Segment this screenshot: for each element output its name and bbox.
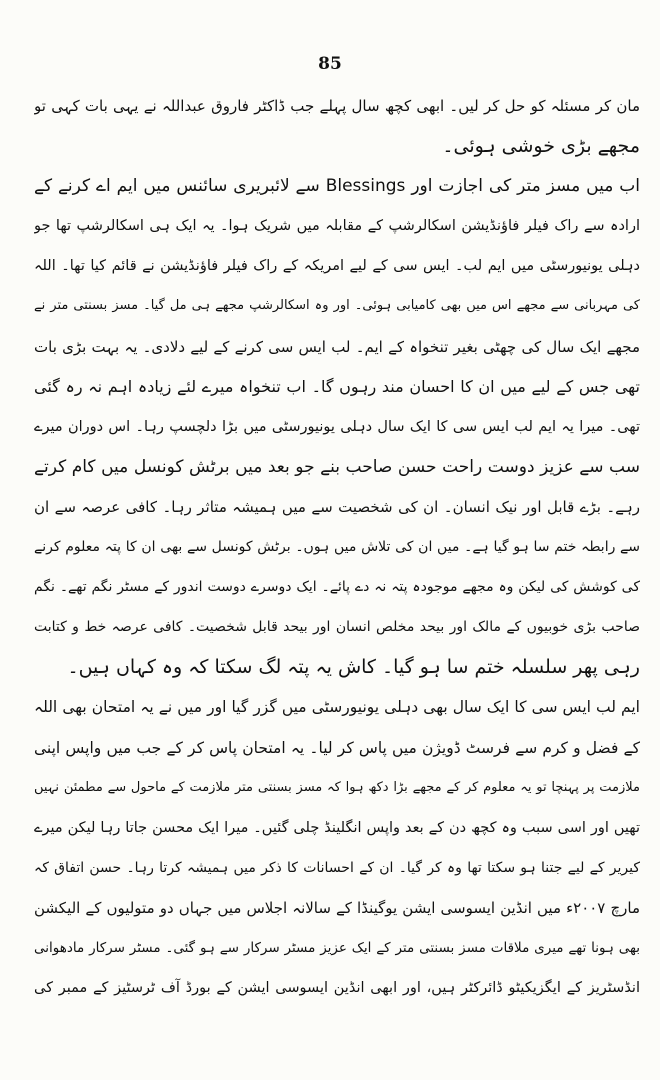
text-line: رہے۔ بڑے قابل اور نیک انسان۔ ان کی شخصیت سے میں ہمیشہ متاثر رہا۔ کافی عرصہ سے ان [34, 497, 640, 516]
text-line: انڈسٹریز کے ایگزیکیٹو ڈائرکٹر ہیں، اور ابھی انڈین ایسوسی ایشن کے بورڈ آف ٹرسٹیز کے ممبر کی [34, 980, 640, 997]
text-line: بھی ہونا تھے میری ملاقات مسز بسنتی متر کے ایک عزیز مسٹر سرکار سے ہو گئی۔ مسٹر سرکار مادھوانی [34, 939, 640, 956]
text-line: کی کوشش کی لیکن وہ مجھے موجودہ پتہ نہ دے پائے۔ ایک دوسرے دوست اندور کے مسٹر نگم تھے۔ نگم [34, 579, 640, 596]
text-line: ملازمت پر پہنچا تو یہ معلوم کر کے مجھے بڑا دکھ ہوا کہ مسز بسنتی متر ملازمت کے ماحول سے مطمئن نہیں [34, 779, 640, 795]
text-line: کی مہربانی سے مجھے اس میں بھی کامیابی ہوئی۔ اور وہ اسکالرشپ مجھے ہی مل گیا۔ مسز بسنتی متر نے [34, 298, 640, 314]
text-line: سے رابطہ ختم سا ہو گیا ہے۔ میں ان کی تلاش میں ہوں۔ برٹش کونسل سے بھی ان کا پتہ معلوم کرنے [34, 539, 640, 556]
text-line: کے فضل و کرم سے فرسٹ ڈویژن میں پاس کر لیا۔ یہ امتحان پاس کر کے جب میں واپس اپنی [34, 738, 640, 757]
text-line: ارادہ سے راک فیلر فاؤنڈیشن اسکالرشپ کے مقابلہ میں شریک ہوا۔ یہ ایک ہی اسکالرشپ تھا جو [34, 218, 640, 235]
text-line: صاحب بڑی خوبیوں کے مالک اور بیحد مخلص انسان اور بیحد قابل شخصیت۔ کافی عرصہ خط و کتابت [34, 619, 640, 636]
text-line: مارچ ۲۰۰۷ء میں انڈین ایسوسی ایشن یوگینڈا کے سالانہ اجلاس میں جہاں دو متولیوں کے الیکشن [34, 898, 640, 917]
text-line: تھی جس کے لیے میں ان کا احسان مند رہوں گا۔ اب تنخواہ میرے لئے زیادہ اہم نہ رہ گئی [34, 376, 640, 396]
text-line: رہی پھر سلسلہ ختم سا ہو گیا۔ کاش یہ پتہ لگ سکتا کہ وہ کہاں ہیں۔ [67, 656, 640, 679]
text-line: تھی۔ میرا یہ ایم لب ایس سی کا ایک سال دہلی یونیورسٹی میں بڑا دلچسپ رہا۔ اس دوران میرے [34, 418, 640, 435]
text-line: مجھے ایک سال کی چھٹی بغیر تنخواہ کے ایم۔ لب ایس سی کرنے کے لیے دلادی۔ یہ بہت بڑی بات [34, 337, 640, 356]
text-line: ایم لب ایس سی کا ایک سال بھی دہلی یونیورسٹی میں گزر گیا اور میں نے یہ امتحان بھی اللہ [34, 698, 640, 717]
text-line: سب سے عزیز دوست راحت حسن صاحب بنے جو بعد میں برٹش کونسل میں کام کرتے [34, 456, 640, 477]
text-line: اب میں مسز متر کی اجازت اور Blessings سے لائبریری سائنس میں ایم اے کرنے کے [34, 176, 640, 197]
page-number: 85 [318, 54, 342, 74]
text-line: مان کر مسئلہ کو حل کر لیں۔ ابھی کچھ سال پہلے جب ڈاکٹر فاروق عبداللہ نے یہی بات کہی تو [34, 97, 640, 115]
text-line: مجھے بڑی خوشی ہوئی۔ [442, 135, 640, 158]
text-line: تھیں اور اسی سبب وہ کچھ دن کے بعد واپس انگلینڈ چلی گئیں۔ میرا ایک محسن جاتا رہا لیکن میرے [34, 819, 640, 836]
text-line: دہلی یونیورسٹی میں ایم لب۔ ایس سی کے لیے امریکہ کے راک فیلر فاؤنڈیشن نے قائم کیا تھا۔ اللہ [34, 258, 640, 275]
text-line: کیریر کے لیے جتنا ہو سکتا تھا وہ کر گیا۔ ان کے احسانات کا ذکر میں ہمیشہ کرتا رہا۔ حسن اتفاق کہ [34, 859, 640, 876]
text-body [34, 86, 640, 1008]
